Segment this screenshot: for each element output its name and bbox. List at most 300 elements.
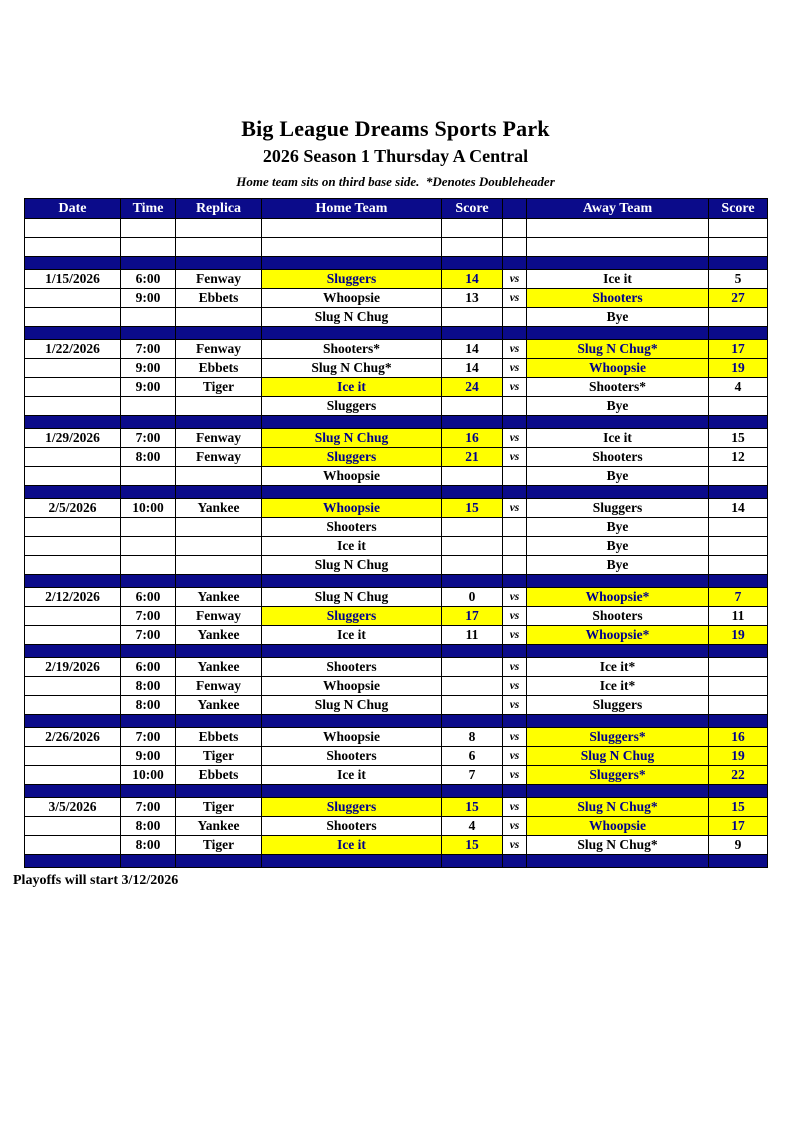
vs-cell	[503, 486, 527, 499]
home-team-cell: Shooters	[262, 658, 442, 677]
replica-cell: Tiger	[176, 798, 262, 817]
vs-cell	[503, 518, 527, 537]
replica-cell	[176, 556, 262, 575]
replica-cell	[176, 257, 262, 270]
away-score-cell	[709, 677, 768, 696]
home-team-cell: Whoopsie	[262, 728, 442, 747]
vs-cell: vs	[503, 836, 527, 855]
date-cell	[25, 308, 121, 327]
away-score-cell: 5	[709, 270, 768, 289]
replica-cell: Yankee	[176, 499, 262, 518]
time-cell	[121, 238, 176, 257]
vs-cell	[503, 308, 527, 327]
away-team-cell: Shooters	[527, 289, 709, 308]
away-team-cell: Bye	[527, 537, 709, 556]
date-cell: 1/15/2026	[25, 270, 121, 289]
time-cell: 9:00	[121, 747, 176, 766]
replica-cell	[176, 518, 262, 537]
away-team-cell: Slug N Chug*	[527, 798, 709, 817]
vs-cell	[503, 219, 527, 238]
home-score-cell	[442, 785, 503, 798]
date-cell	[25, 486, 121, 499]
date-cell: 2/26/2026	[25, 728, 121, 747]
time-cell: 7:00	[121, 798, 176, 817]
time-cell	[121, 537, 176, 556]
time-cell	[121, 327, 176, 340]
vs-cell: vs	[503, 340, 527, 359]
time-cell: 8:00	[121, 448, 176, 467]
separator-row	[25, 257, 768, 270]
home-score-cell	[442, 715, 503, 728]
vs-cell: vs	[503, 270, 527, 289]
away-score-cell: 17	[709, 817, 768, 836]
table-row	[25, 817, 768, 836]
vs-cell	[503, 645, 527, 658]
replica-cell: Tiger	[176, 836, 262, 855]
replica-cell: Yankee	[176, 588, 262, 607]
date-cell	[25, 397, 121, 416]
home-score-cell: 21	[442, 448, 503, 467]
date-cell: 2/12/2026	[25, 588, 121, 607]
time-cell	[121, 397, 176, 416]
replica-cell	[176, 219, 262, 238]
away-score-cell	[709, 238, 768, 257]
date-cell: 3/5/2026	[25, 798, 121, 817]
date-cell	[25, 855, 121, 868]
home-team-cell: Sluggers	[262, 448, 442, 467]
table-row	[25, 607, 768, 626]
empty-row	[25, 238, 768, 257]
home-team-cell: Slug N Chug*	[262, 359, 442, 378]
table-row	[25, 658, 768, 677]
away-team-cell: Bye	[527, 308, 709, 327]
header-time: Time	[121, 199, 176, 219]
home-team-cell: Sluggers	[262, 397, 442, 416]
time-cell	[121, 416, 176, 429]
replica-cell: Ebbets	[176, 289, 262, 308]
home-score-cell: 17	[442, 607, 503, 626]
away-score-cell	[709, 715, 768, 728]
vs-cell: vs	[503, 607, 527, 626]
vs-cell: vs	[503, 658, 527, 677]
replica-cell	[176, 308, 262, 327]
separator-row	[25, 715, 768, 728]
table-row	[25, 378, 768, 397]
header-home-team: Home Team	[262, 199, 442, 219]
away-score-cell: 22	[709, 766, 768, 785]
away-team-cell	[527, 238, 709, 257]
home-team-cell	[262, 645, 442, 658]
home-score-cell	[442, 518, 503, 537]
table-header-row	[25, 199, 768, 219]
home-score-cell: 14	[442, 270, 503, 289]
table-row	[25, 308, 768, 327]
replica-cell	[176, 327, 262, 340]
time-cell: 6:00	[121, 658, 176, 677]
date-cell: 2/5/2026	[25, 499, 121, 518]
home-score-cell	[442, 467, 503, 486]
date-cell	[25, 359, 121, 378]
away-team-cell: Shooters	[527, 448, 709, 467]
vs-cell: vs	[503, 289, 527, 308]
vs-cell: vs	[503, 359, 527, 378]
time-cell	[121, 467, 176, 486]
home-score-cell: 24	[442, 378, 503, 397]
title-block	[0, 116, 791, 190]
away-score-cell	[709, 556, 768, 575]
away-team-cell	[527, 219, 709, 238]
home-score-cell	[442, 238, 503, 257]
table-row	[25, 626, 768, 645]
schedule-table	[24, 198, 768, 868]
vs-cell	[503, 327, 527, 340]
replica-cell: Tiger	[176, 747, 262, 766]
home-team-cell	[262, 416, 442, 429]
away-score-cell: 14	[709, 499, 768, 518]
date-cell	[25, 766, 121, 785]
away-score-cell	[709, 855, 768, 868]
home-team-cell	[262, 257, 442, 270]
home-team-cell: Slug N Chug	[262, 308, 442, 327]
replica-cell: Fenway	[176, 270, 262, 289]
home-team-cell: Slug N Chug	[262, 556, 442, 575]
home-score-cell: 11	[442, 626, 503, 645]
vs-cell	[503, 575, 527, 588]
table-row	[25, 429, 768, 448]
away-score-cell: 15	[709, 429, 768, 448]
home-score-cell: 6	[442, 747, 503, 766]
away-team-cell: Whoopsie*	[527, 626, 709, 645]
away-team-cell: Shooters*	[527, 378, 709, 397]
vs-cell: vs	[503, 817, 527, 836]
home-team-cell	[262, 238, 442, 257]
date-cell	[25, 289, 121, 308]
time-cell: 10:00	[121, 766, 176, 785]
home-team-cell: Whoopsie	[262, 467, 442, 486]
time-cell	[121, 855, 176, 868]
date-cell	[25, 785, 121, 798]
replica-cell	[176, 575, 262, 588]
home-team-cell	[262, 219, 442, 238]
table-row	[25, 518, 768, 537]
home-score-cell: 15	[442, 499, 503, 518]
home-score-cell: 16	[442, 429, 503, 448]
vs-cell	[503, 556, 527, 575]
home-score-cell	[442, 537, 503, 556]
date-cell	[25, 537, 121, 556]
away-score-cell: 7	[709, 588, 768, 607]
header-home-score: Score	[442, 199, 503, 219]
away-team-cell: Whoopsie	[527, 817, 709, 836]
replica-cell	[176, 467, 262, 486]
away-score-cell	[709, 518, 768, 537]
vs-cell: vs	[503, 588, 527, 607]
replica-cell	[176, 416, 262, 429]
replica-cell: Fenway	[176, 429, 262, 448]
home-team-cell: Shooters	[262, 817, 442, 836]
date-cell	[25, 696, 121, 715]
time-cell: 7:00	[121, 607, 176, 626]
home-team-cell	[262, 715, 442, 728]
away-score-cell	[709, 575, 768, 588]
away-team-cell: Sluggers	[527, 499, 709, 518]
vs-cell: vs	[503, 429, 527, 448]
date-cell: 1/22/2026	[25, 340, 121, 359]
time-cell	[121, 257, 176, 270]
away-team-cell: Shooters	[527, 607, 709, 626]
home-team-cell: Ice it	[262, 626, 442, 645]
vs-cell	[503, 467, 527, 486]
header-replica: Replica	[176, 199, 262, 219]
away-team-cell: Ice it	[527, 429, 709, 448]
vs-cell	[503, 397, 527, 416]
away-score-cell	[709, 397, 768, 416]
vs-cell	[503, 537, 527, 556]
home-score-cell	[442, 219, 503, 238]
home-score-cell: 15	[442, 836, 503, 855]
home-score-cell	[442, 486, 503, 499]
home-score-cell	[442, 416, 503, 429]
away-team-cell	[527, 327, 709, 340]
away-team-cell	[527, 715, 709, 728]
away-score-cell: 11	[709, 607, 768, 626]
away-team-cell: Slug N Chug*	[527, 340, 709, 359]
away-score-cell	[709, 467, 768, 486]
table-row	[25, 289, 768, 308]
separator-row	[25, 575, 768, 588]
replica-cell: Yankee	[176, 658, 262, 677]
away-score-cell	[709, 416, 768, 429]
home-team-cell: Ice it	[262, 378, 442, 397]
away-team-cell: Ice it*	[527, 658, 709, 677]
table-row	[25, 448, 768, 467]
date-cell	[25, 836, 121, 855]
home-score-cell	[442, 645, 503, 658]
separator-row	[25, 327, 768, 340]
home-team-cell: Ice it	[262, 766, 442, 785]
table-row	[25, 766, 768, 785]
away-team-cell: Bye	[527, 467, 709, 486]
separator-row	[25, 855, 768, 868]
away-score-cell: 19	[709, 747, 768, 766]
vs-cell: vs	[503, 626, 527, 645]
time-cell	[121, 308, 176, 327]
replica-cell: Fenway	[176, 340, 262, 359]
table-row	[25, 696, 768, 715]
vs-cell: vs	[503, 798, 527, 817]
page-subtitle: 2026 Season 1 Thursday A Central	[262, 146, 529, 166]
home-team-cell: Slug N Chug	[262, 429, 442, 448]
away-score-cell: 9	[709, 836, 768, 855]
table-row	[25, 270, 768, 289]
away-team-cell: Whoopsie	[527, 359, 709, 378]
away-team-cell	[527, 486, 709, 499]
vs-cell: vs	[503, 747, 527, 766]
vs-cell: vs	[503, 696, 527, 715]
table-row	[25, 499, 768, 518]
date-cell	[25, 607, 121, 626]
home-team-cell	[262, 327, 442, 340]
away-score-cell	[709, 308, 768, 327]
home-score-cell	[442, 575, 503, 588]
home-team-cell: Ice it	[262, 537, 442, 556]
away-team-cell	[527, 785, 709, 798]
date-cell	[25, 556, 121, 575]
header-date: Date	[25, 199, 121, 219]
replica-cell	[176, 486, 262, 499]
replica-cell	[176, 715, 262, 728]
home-team-cell: Slug N Chug	[262, 588, 442, 607]
home-score-cell: 14	[442, 340, 503, 359]
date-cell	[25, 817, 121, 836]
home-score-cell	[442, 855, 503, 868]
away-team-cell	[527, 575, 709, 588]
time-cell	[121, 518, 176, 537]
time-cell: 6:00	[121, 588, 176, 607]
date-cell	[25, 378, 121, 397]
replica-cell: Fenway	[176, 448, 262, 467]
home-team-cell: Slug N Chug	[262, 696, 442, 715]
time-cell: 10:00	[121, 499, 176, 518]
away-team-cell: Sluggers	[527, 696, 709, 715]
home-team-cell: Ice it	[262, 836, 442, 855]
away-team-cell	[527, 416, 709, 429]
home-team-cell: Shooters	[262, 747, 442, 766]
away-score-cell: 4	[709, 378, 768, 397]
page-title: Big League Dreams Sports Park	[241, 116, 550, 141]
replica-cell	[176, 855, 262, 868]
date-cell	[25, 518, 121, 537]
home-team-cell: Sluggers	[262, 270, 442, 289]
away-score-cell	[709, 696, 768, 715]
header-away-team: Away Team	[527, 199, 709, 219]
vs-cell: vs	[503, 766, 527, 785]
time-cell	[121, 219, 176, 238]
home-team-cell	[262, 486, 442, 499]
away-team-cell: Bye	[527, 556, 709, 575]
replica-cell	[176, 645, 262, 658]
time-cell: 7:00	[121, 728, 176, 747]
replica-cell: Yankee	[176, 696, 262, 715]
date-cell: 2/19/2026	[25, 658, 121, 677]
home-team-cell	[262, 855, 442, 868]
away-team-cell: Ice it	[527, 270, 709, 289]
replica-cell: Ebbets	[176, 766, 262, 785]
date-cell	[25, 645, 121, 658]
away-team-cell: Sluggers*	[527, 766, 709, 785]
away-score-cell: 16	[709, 728, 768, 747]
date-cell	[25, 677, 121, 696]
home-team-cell: Whoopsie	[262, 499, 442, 518]
home-team-cell: Sluggers	[262, 607, 442, 626]
vs-cell: vs	[503, 499, 527, 518]
away-score-cell	[709, 645, 768, 658]
replica-cell: Fenway	[176, 607, 262, 626]
home-score-cell: 7	[442, 766, 503, 785]
time-cell: 6:00	[121, 270, 176, 289]
time-cell: 8:00	[121, 696, 176, 715]
date-cell	[25, 448, 121, 467]
away-score-cell	[709, 327, 768, 340]
home-score-cell	[442, 658, 503, 677]
replica-cell: Yankee	[176, 626, 262, 645]
table-row	[25, 836, 768, 855]
table-row	[25, 677, 768, 696]
time-cell: 8:00	[121, 836, 176, 855]
away-score-cell: 17	[709, 340, 768, 359]
replica-cell: Ebbets	[176, 359, 262, 378]
time-cell: 7:00	[121, 626, 176, 645]
home-score-cell	[442, 696, 503, 715]
replica-cell	[176, 785, 262, 798]
header-vs	[503, 199, 527, 219]
table-body	[25, 219, 768, 868]
time-cell: 7:00	[121, 429, 176, 448]
home-score-cell: 4	[442, 817, 503, 836]
home-score-cell	[442, 556, 503, 575]
vs-cell	[503, 416, 527, 429]
home-score-cell	[442, 327, 503, 340]
away-score-cell: 15	[709, 798, 768, 817]
vs-cell	[503, 257, 527, 270]
vs-cell	[503, 785, 527, 798]
time-cell	[121, 556, 176, 575]
table-row	[25, 467, 768, 486]
replica-cell: Yankee	[176, 817, 262, 836]
away-team-cell: Bye	[527, 397, 709, 416]
table-row	[25, 747, 768, 766]
home-score-cell: 8	[442, 728, 503, 747]
time-cell: 7:00	[121, 340, 176, 359]
table-row	[25, 588, 768, 607]
home-team-cell: Shooters*	[262, 340, 442, 359]
vs-cell	[503, 238, 527, 257]
time-cell: 8:00	[121, 677, 176, 696]
away-team-cell	[527, 855, 709, 868]
separator-row	[25, 486, 768, 499]
date-cell	[25, 238, 121, 257]
home-score-cell: 13	[442, 289, 503, 308]
away-score-cell	[709, 257, 768, 270]
home-team-cell: Sluggers	[262, 798, 442, 817]
date-cell	[25, 327, 121, 340]
home-score-cell	[442, 308, 503, 327]
vs-cell: vs	[503, 378, 527, 397]
vs-cell	[503, 715, 527, 728]
away-score-cell: 19	[709, 626, 768, 645]
empty-row	[25, 219, 768, 238]
date-cell	[25, 219, 121, 238]
time-cell	[121, 785, 176, 798]
schedule-note: Home team sits on third base side. *Denotes Doubleheader	[236, 174, 555, 189]
away-team-cell: Bye	[527, 518, 709, 537]
table-row	[25, 798, 768, 817]
time-cell	[121, 486, 176, 499]
away-score-cell	[709, 785, 768, 798]
table-row	[25, 537, 768, 556]
replica-cell: Tiger	[176, 378, 262, 397]
away-team-cell: Whoopsie*	[527, 588, 709, 607]
replica-cell	[176, 238, 262, 257]
time-cell: 8:00	[121, 817, 176, 836]
away-team-cell	[527, 257, 709, 270]
home-score-cell: 0	[442, 588, 503, 607]
away-score-cell	[709, 658, 768, 677]
date-cell: 1/29/2026	[25, 429, 121, 448]
time-cell: 9:00	[121, 359, 176, 378]
time-cell	[121, 645, 176, 658]
away-score-cell	[709, 219, 768, 238]
